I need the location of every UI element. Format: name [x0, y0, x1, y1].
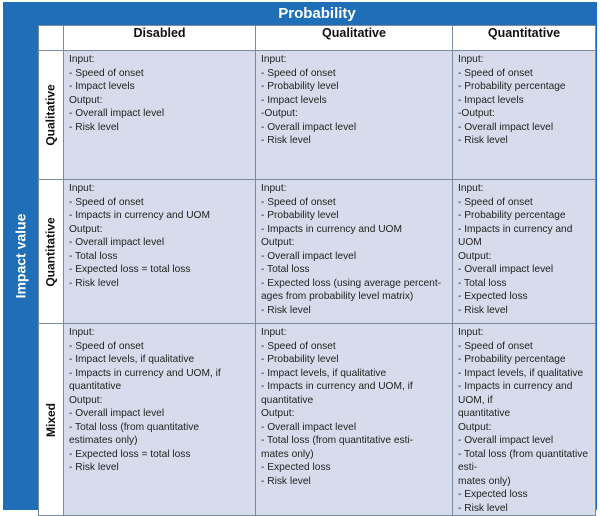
side-header [3, 2, 37, 510]
row-header-quantitative [39, 180, 64, 324]
cell-text-line: Input: [69, 183, 95, 194]
matrix-frame [3, 2, 597, 514]
cell-qualitative-disabled [64, 51, 256, 180]
cell-text-line: Output: [69, 94, 103, 106]
cell-text-line: - Risk level [261, 475, 311, 487]
row-qualitative [39, 51, 596, 180]
cell-text-line: - Risk level [261, 304, 311, 316]
cell-mixed-qualitative [256, 324, 453, 516]
matrix-table [38, 25, 596, 516]
cell-text-line: Output: [69, 394, 103, 406]
cell-text-line: Input: [261, 183, 287, 194]
cell-quantitative-disabled [64, 180, 256, 324]
cell-text-line: - Speed of onset [458, 67, 533, 79]
cell-text-line: - Impacts in currency and UOM, if [458, 381, 573, 406]
cell-text-line: quantitative [69, 381, 122, 392]
cell-text-line: - Overall impact level [261, 250, 357, 262]
cell-text-line: - Speed of onset [69, 196, 144, 208]
cell-text-line: - Overall impact level [69, 408, 165, 419]
cell-text-line: - Risk level [458, 502, 508, 514]
cell-text-line: quantitative [261, 394, 314, 406]
cell-text-line: - Speed of onset [458, 340, 533, 352]
cell-text-line: - Total loss [261, 264, 310, 275]
probability-title: Probability [278, 4, 356, 22]
cell-text-line: - Overall impact level [458, 264, 554, 275]
cell-text-line: Output: [69, 223, 103, 235]
cell-qualitative-quantitative [453, 51, 596, 180]
cell-text-line: - Probability percentage [458, 210, 566, 221]
cell-text-line: - Expected loss (using average percent- [261, 277, 442, 289]
cell-text-line: - Overall impact level [458, 435, 554, 446]
cell-text-line: Input: [69, 54, 95, 65]
cell-text-line: - Overall impact level [69, 237, 165, 248]
row-label: Quantitative [44, 216, 59, 287]
cell-text-line: Input: [458, 183, 484, 194]
cell-text-line: - Expected loss = total loss [69, 448, 191, 460]
cell-mixed-disabled [64, 324, 256, 516]
cell-text-line: - Impact levels, if qualitative [261, 367, 387, 379]
cell-text-line: Input: [458, 54, 484, 65]
cell-text-line: - Speed of onset [69, 340, 144, 352]
row-label: Mixed [44, 402, 59, 437]
cell-text-line: -Output: [261, 108, 298, 119]
cell-text-line: Output: [261, 237, 295, 248]
cell-text-line: - Impact levels [261, 94, 327, 106]
cell-text-line: - Impacts in currency and UOM, if [261, 381, 413, 392]
cell-text-line: - Expected loss [261, 462, 331, 473]
cell-text-line: - Expected loss [458, 489, 528, 500]
cell-text-line: Output: [458, 250, 492, 262]
cell-text-line: - Impacts in currency and UOM [261, 223, 402, 235]
cell-text-line: - Risk level [458, 135, 508, 146]
cell-text-line: - Total loss (from quantitative [69, 421, 200, 433]
cell-text-line: Input: [261, 327, 287, 338]
cell-text-line: - Speed of onset [69, 67, 144, 79]
cell-text-line: - Risk level [69, 277, 119, 289]
cell-quantitative-quantitative [453, 180, 596, 324]
cell-text-line: mates only) [261, 448, 314, 460]
row-mixed [39, 324, 596, 516]
column-header-row [39, 26, 596, 51]
cell-text-line: - Risk level [261, 135, 311, 146]
cell-text-line: Output: [261, 408, 295, 419]
cell-text-line: Input: [69, 327, 95, 338]
cell-text-line: - Impact levels, if qualitative [458, 367, 584, 379]
row-label: Qualitative [44, 84, 59, 146]
cell-text-line: - Expected loss = total loss [69, 264, 191, 275]
cell-text-line: - Probability level [261, 354, 339, 365]
cell-text-line: - Probability percentage [458, 354, 566, 365]
corner-cell [39, 26, 64, 51]
cell-text-line: - Impact levels [69, 81, 135, 92]
cell-quantitative-qualitative [256, 180, 453, 324]
cell-text-line: - Impacts in currency and UOM [458, 223, 573, 248]
cell-text-line: Input: [458, 327, 484, 338]
cell-text-line: - Risk level [69, 121, 119, 133]
cell-text-line: - Total loss [458, 277, 507, 289]
cell-text-line: - Risk level [69, 462, 119, 473]
cell-text-line: - Probability level [261, 81, 339, 92]
cell-text-line: - Impact levels [458, 94, 524, 106]
column-header-quantitative: Quantitative [453, 26, 596, 51]
cell-text-line: - Total loss (from quantitative esti- [261, 435, 414, 446]
cell-text-line: - Total loss [69, 250, 118, 262]
cell-text-line: - Speed of onset [261, 340, 336, 352]
cell-text-line: - Speed of onset [261, 196, 336, 208]
cell-text-line: -Output: [458, 108, 495, 119]
cell-text-line: - Impact levels, if qualitative [69, 354, 195, 365]
cell-text-line: Input: [261, 54, 287, 65]
row-quantitative [39, 180, 596, 324]
cell-text-line: - Overall impact level [261, 121, 357, 133]
cell-text-line: - Overall impact level [69, 108, 165, 119]
cell-text-line: mates only) [458, 475, 511, 487]
cell-text-line: estimates only) [69, 435, 138, 446]
cell-text-line: ages from probability level matrix) [261, 291, 414, 302]
cell-mixed-quantitative [453, 324, 596, 516]
cell-text-line: - Total loss (from quantitative esti- [458, 448, 589, 473]
cell-text-line: - Expected loss [458, 291, 528, 302]
cell-text-line: - Overall impact level [458, 121, 554, 133]
impact-value-title: Impact value [12, 213, 29, 299]
column-header-disabled: Disabled [64, 26, 256, 51]
cell-text-line: - Impacts in currency and UOM [69, 210, 210, 221]
cell-text-line: - Overall impact level [261, 421, 357, 433]
cell-text-line: - Risk level [458, 304, 508, 316]
row-header-mixed [39, 324, 64, 516]
cell-text-line: - Probability percentage [458, 81, 566, 92]
cell-text-line: Output: [458, 421, 492, 433]
cell-qualitative-qualitative [256, 51, 453, 180]
column-header-qualitative: Qualitative [256, 26, 453, 51]
row-header-qualitative [39, 51, 64, 180]
cell-text-line: quantitative [458, 408, 511, 419]
cell-text-line: - Probability level [261, 210, 339, 221]
cell-text-line: - Speed of onset [458, 196, 533, 208]
top-header [37, 2, 597, 24]
cell-text-line: - Speed of onset [261, 67, 336, 79]
cell-text-line: - Impacts in currency and UOM, if [69, 367, 221, 379]
